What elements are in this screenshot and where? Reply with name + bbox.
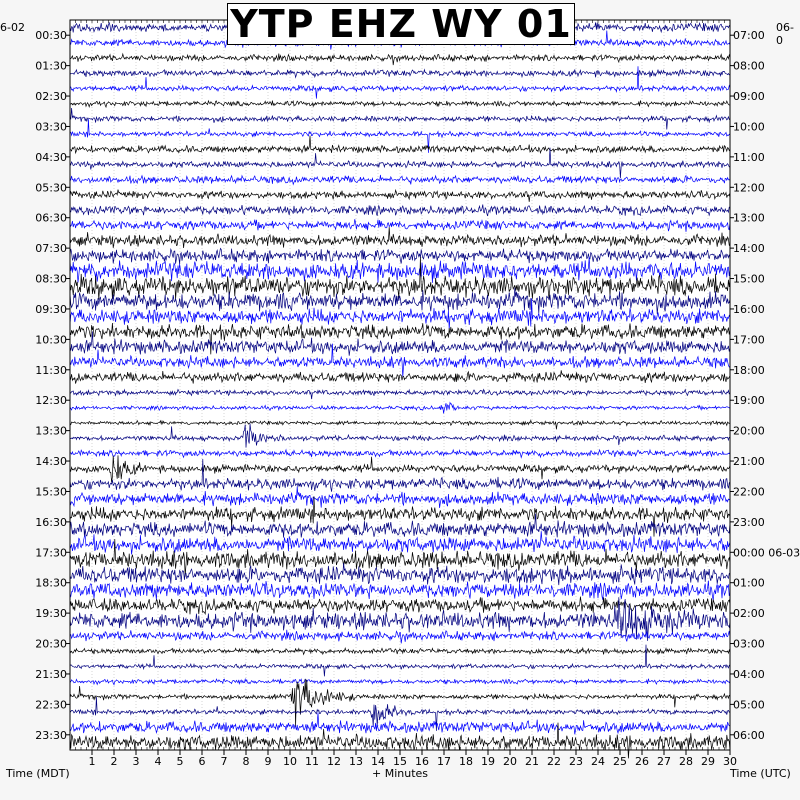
x-tick-label: 5 — [176, 755, 184, 768]
x-tick-label: 8 — [242, 755, 250, 768]
x-tick-label: 7 — [220, 755, 228, 768]
time-label-right: 15:00 — [733, 272, 765, 286]
x-tick-label: 19 — [481, 755, 495, 768]
time-label-right: 14:00 — [733, 242, 765, 256]
x-tick-label: 15 — [393, 755, 407, 768]
x-tick-label: 20 — [503, 755, 517, 768]
time-label-right: 12:00 — [733, 181, 765, 195]
x-tick-label: 9 — [264, 755, 272, 768]
chart-title: YTP EHZ WY 01 — [227, 3, 575, 45]
time-label-left: 02:30 — [35, 90, 67, 104]
time-label-right: 20:00 — [733, 424, 765, 438]
x-tick-label: 18 — [459, 755, 473, 768]
start-date-left: 6-02 — [0, 21, 25, 34]
time-label-right: 22:00 — [733, 485, 765, 499]
x-tick-label: 24 — [591, 755, 605, 768]
time-label-left: 01:30 — [35, 59, 67, 73]
time-label-right: 10:00 — [733, 120, 765, 134]
x-tick-label: 25 — [613, 755, 627, 768]
x-tick-label: 26 — [635, 755, 649, 768]
time-label-right: 00:00 06-03 — [733, 546, 800, 560]
time-label-left: 22:30 — [35, 698, 67, 712]
x-tick-label: 16 — [415, 755, 429, 768]
time-label-right: 02:00 — [733, 607, 765, 621]
time-label-left: 09:30 — [35, 302, 67, 316]
y-axis-right-label: Time (UTC) — [730, 767, 791, 780]
time-label-right: 01:00 — [733, 576, 765, 590]
time-label-left: 00:30 — [35, 29, 67, 43]
time-label-left: 07:30 — [35, 242, 67, 256]
plot-area — [70, 20, 730, 750]
time-label-left: 14:30 — [35, 455, 67, 469]
time-label-right: 21:00 — [733, 455, 765, 469]
time-label-right: 09:00 — [733, 90, 765, 104]
time-label-right: 08:00 — [733, 59, 765, 73]
x-tick-label: 4 — [154, 755, 162, 768]
x-tick-label: 17 — [437, 755, 451, 768]
time-label-left: 05:30 — [35, 181, 67, 195]
time-label-right: 23:00 — [733, 515, 765, 529]
x-tick-label: 28 — [679, 755, 693, 768]
x-tick-label: 2 — [110, 755, 118, 768]
x-tick-label: 27 — [657, 755, 671, 768]
time-label-left: 13:30 — [35, 424, 67, 438]
time-label-right: 19:00 — [733, 394, 765, 408]
time-label-right: 13:00 — [733, 211, 765, 225]
time-label-left: 08:30 — [35, 272, 67, 286]
x-tick-label: 6 — [198, 755, 206, 768]
x-tick-label: 21 — [525, 755, 539, 768]
time-label-left: 04:30 — [35, 150, 67, 164]
x-tick-label: 11 — [305, 755, 319, 768]
time-label-left: 18:30 — [35, 576, 67, 590]
time-label-left: 20:30 — [35, 637, 67, 651]
y-axis-left-label: Time (MDT) — [6, 767, 70, 780]
time-label-right: 05:00 — [733, 698, 765, 712]
time-label-left: 21:30 — [35, 667, 67, 681]
x-axis-label: + Minutes — [372, 767, 429, 780]
time-label-left: 19:30 — [35, 607, 67, 621]
x-tick-label: 10 — [283, 755, 297, 768]
time-label-right: 03:00 — [733, 637, 765, 651]
x-tick-label: 30 — [723, 755, 737, 768]
time-label-right: 17:00 — [733, 333, 765, 347]
x-tick-label: 23 — [569, 755, 583, 768]
time-label-right: 11:00 — [733, 150, 765, 164]
time-label-left: 12:30 — [35, 394, 67, 408]
time-label-left: 10:30 — [35, 333, 67, 347]
x-tick-label: 22 — [547, 755, 561, 768]
time-label-left: 23:30 — [35, 728, 67, 742]
time-label-right: 18:00 — [733, 363, 765, 377]
x-tick-label: 12 — [327, 755, 341, 768]
x-tick-label: 29 — [701, 755, 715, 768]
time-label-left: 16:30 — [35, 515, 67, 529]
time-label-right: 16:00 — [733, 302, 765, 316]
x-tick-label: 13 — [349, 755, 363, 768]
time-label-right: 07:00 — [733, 29, 765, 43]
time-label-left: 11:30 — [35, 363, 67, 377]
time-label-left: 15:30 — [35, 485, 67, 499]
x-tick-label: 3 — [132, 755, 140, 768]
time-label-left: 06:30 — [35, 211, 67, 225]
start-date-right: 06-0 — [776, 21, 794, 47]
time-label-left: 17:30 — [35, 546, 67, 560]
time-label-right: 06:00 — [733, 728, 765, 742]
time-label-right: 04:00 — [733, 667, 765, 681]
x-tick-label: 1 — [88, 755, 96, 768]
time-label-left: 03:30 — [35, 120, 67, 134]
x-tick-label: 14 — [371, 755, 385, 768]
